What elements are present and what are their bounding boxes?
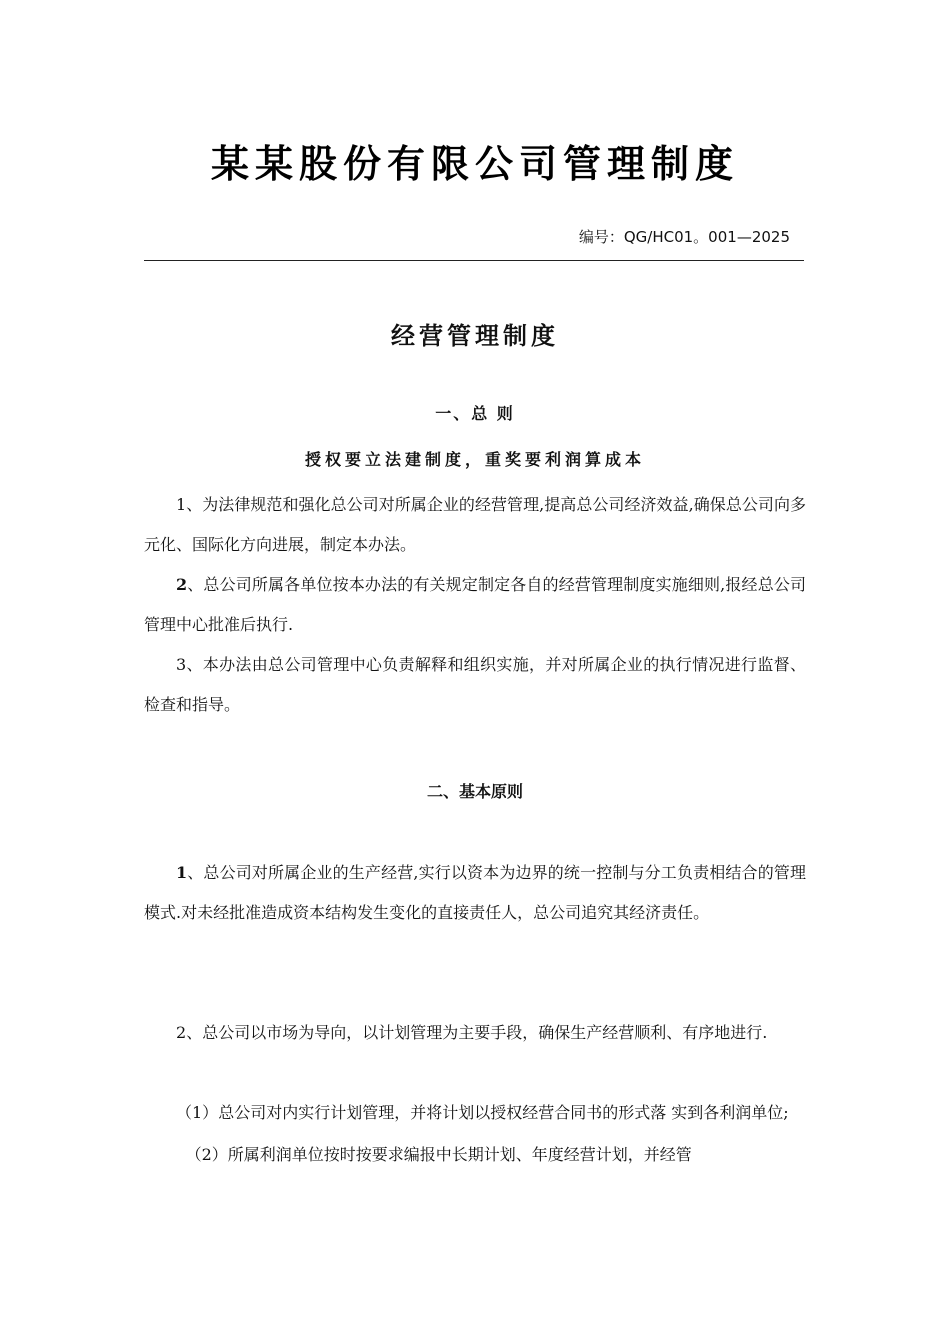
paragraph-text: 、本办法由总公司管理中心负责解释和组织实施，并对所属企业的执行情况进行监督、检查和指导。 xyxy=(144,655,806,714)
paragraph-number: 1 xyxy=(176,495,187,514)
paragraph-text: 、总公司所属各单位按本办法的有关规定制定各自的经营管理制度实施细则,报经总公司管理中心批准后执行. xyxy=(144,575,806,634)
paragraph-text: 所属利润单位按时按要求编报中长期计划、年度经营计划，并经管 xyxy=(227,1145,692,1164)
paragraph-number: 1 xyxy=(176,863,188,882)
document-title: 经营管理制度 xyxy=(391,322,559,350)
paragraph xyxy=(144,853,806,933)
paragraph xyxy=(144,485,806,565)
paragraph-number: （1） xyxy=(176,1103,219,1122)
paragraph xyxy=(144,1093,806,1133)
company-title: 某某股份有限公司管理制度 xyxy=(210,142,739,186)
paragraph-number: 2 xyxy=(176,1023,187,1042)
section-heading-principles: 二、基本原则 xyxy=(426,782,523,801)
paragraph xyxy=(144,565,806,645)
paragraph-text: 、为法律规范和强化总公司对所属企业的经营管理,提高总公司经济效益,确保总公司向多元化、国际化方向进展，制定本办法。 xyxy=(144,495,806,554)
section-slogan: 授权要立法建制度，重奖要利润算成本 xyxy=(304,450,645,469)
paragraph xyxy=(144,1135,806,1175)
paragraph-number: 2 xyxy=(176,575,188,594)
paragraph-number: （2） xyxy=(185,1145,228,1164)
header-divider xyxy=(144,260,804,261)
section-heading-general: 一、总 则 xyxy=(435,404,515,423)
document-number: 编号：QG/HC01。001—2025 xyxy=(578,228,790,246)
paragraph-text: 总公司对内实行计划管理，并将计划以授权经营合同书的形式落 实到各利润单位; xyxy=(218,1103,789,1122)
paragraph-text: 、总公司对所属企业的生产经营,实行以资本为边界的统一控制与分工负责相结合的管理模式.对未经批准造成资本结构发生变化的直接责任人，总公司追究其经济责任。 xyxy=(144,863,806,922)
paragraph-text: 、总公司以市场为导向，以计划管理为主要手段，确保生产经营顺利、有序地进行. xyxy=(186,1023,768,1042)
paragraph-number: 3 xyxy=(176,655,187,674)
paragraph xyxy=(144,645,806,725)
paragraph xyxy=(144,1013,806,1053)
